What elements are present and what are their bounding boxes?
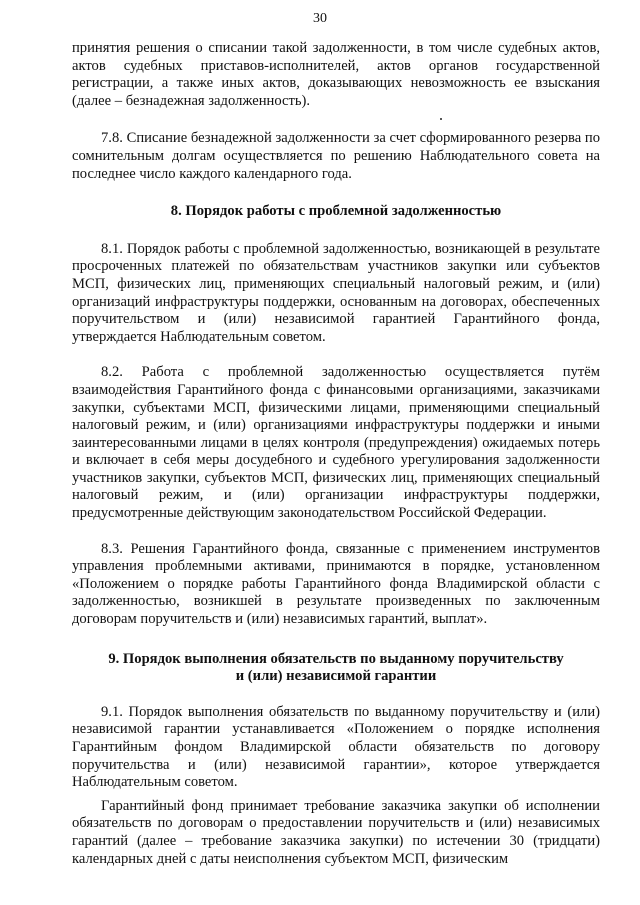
section-heading-9-line-1: 9. Порядок выполнения обязательств по выданному поручительству [108, 650, 564, 667]
page-number: 30 [313, 11, 327, 26]
page-content [72, 40, 600, 868]
paragraph-8-3: 8.3. Решения Гарантийного фонда, связанные с применением инструментов управления проблемными активами, принимаются в порядке, установленном «Положением о порядке работы Гарантийного фонда Владимирской области с задолженностью, возникшей в результате произведенных по заключенным договорам поручительств и (или) независимых гарантий, выплат». [72, 540, 600, 628]
paragraph-8-1: 8.1. Порядок работы с проблемной задолженностью, возникающей в результате просроченных платежей по обязательствам участников закупки или субъектов МСП, физических лиц, применяющих специальный налоговый режим, и (или) организаций инфраструктуры поддержки, основанным на договорах, обеспеченных поручительством и (или) независимой гарантией Гарантийного фонда, утверждается Наблюдательным советом. [72, 240, 600, 345]
paragraph-8-2: 8.2. Работа с проблемной задолженностью осуществляется путём взаимодействия Гарантийного фонда с финансовыми организациями, заказчиками закупки, субъектами МСП, физическими лицами, применяющими специальный налоговый режим, и (или) организациями инфраструктуры поддержки и иными заинтересованными лицами в целях контроля (предупреждения) ожидаемых потерь и включает в себя меры досудебного и судебного урегулирования задолженности участников закупки, субъектов МСП, физических лиц, применяющих специальный налоговый режим, и (или) организации инфраструктуры поддержки, предусмотренные действующим законодательством Российской Федерации. [72, 364, 600, 522]
section-heading-8: 8. Порядок работы с проблемной задолженностью [170, 203, 502, 220]
section-heading-9-line-2: и (или) независимой гарантии [235, 668, 437, 685]
paragraph-continuation: принятия решения о списании такой задолженности, в том числе судебных актов, актов судебных приставов-исполнителей, актов органов государственной регистрации, а также иных актов, доказывающих невозможность ее взыскания (далее – безнадежная задолженность). [72, 40, 600, 109]
paragraph-9-1: 9.1. Порядок выполнения обязательств по выданному поручительству и (или) независимой гарантии устанавливается «Положением о порядке исполнения Гарантийным фондом Владимирской области обязательств по договору поручительства и (или) независимой гарантии», которое утверждается Наблюдательным советом. [72, 703, 600, 791]
paragraph-guarantee-fund-claim: Гарантийный фонд принимает требование заказчика закупки об исполнении обязательств по договорам о предоставлении поручительств и (или) независимых гарантий (далее – требование заказчика закупки) по истечении 30 (тридцати) календарных дней с даты неисполнения субъектом МСП, физическим [72, 797, 600, 867]
paragraph-7-8: 7.8. Списание безнадежной задолженности за счет сформированного резерва по сомнительным долгам осуществляется по решению Наблюдательного совета на последнее число каждого календарного года. [72, 130, 600, 182]
